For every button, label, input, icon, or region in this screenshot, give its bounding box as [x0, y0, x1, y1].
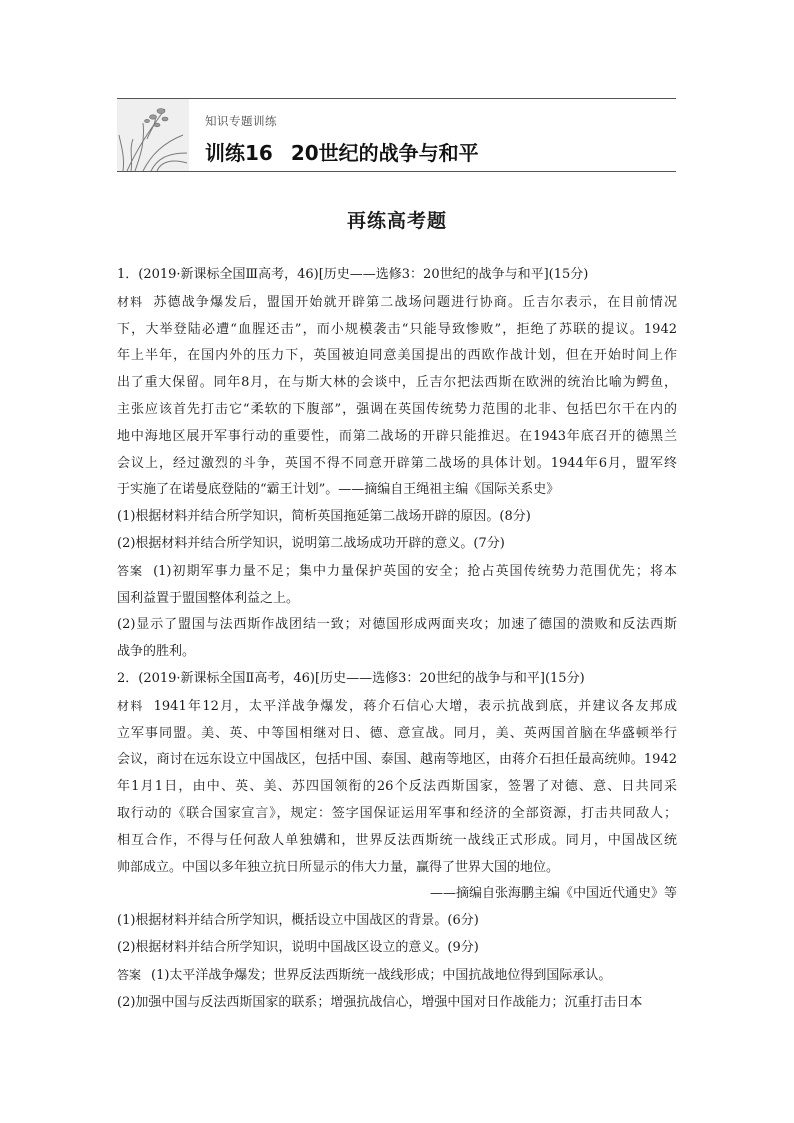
answer-label: 答案: [117, 563, 144, 578]
q1-material-line: 材料 苏德战争爆发后，盟国开始就开辟第二战场问题进行协商。丘吉尔表示，在目前情况: [117, 294, 677, 310]
q2-material-line: 帅部成立。中国以多年独立抗日所显示的伟大力量，赢得了世界大国的地位。: [117, 859, 560, 875]
q2-sub-question: (2)根据材料并结合所学知识，说明中国战区设立的意义。(9分): [117, 939, 479, 955]
q2-material-line: 取行动的《联合国家宣言》，规定：签字国保证运用军事和经济的全部资源，打击共同敌人；: [117, 805, 677, 821]
q1-answer-line: 答案 (1)初期军事力量不足；集中力量保护英国的安全；抢占英国传统势力范围优先；将本: [117, 563, 677, 579]
page-title: [205, 137, 479, 166]
q1-material-line: 于实施了在诺曼底登陆的“霸王计划”。——摘编自王绳祖主编《国际关系史》: [117, 482, 560, 498]
q1-sub-question: (1)根据材料并结合所学知识，简析英国拖延第二战场开辟的原因。(8分): [117, 509, 531, 525]
q1-head: 1．(2019·新课标全国Ⅲ高考，46)[历史——选修3：20世纪的战争与和平](15分): [117, 267, 589, 282]
q2-material-line: 会议，商讨在远东设立中国战区，包括中国、泰国、越南等地区，由蒋介石担任最高统帅。1942: [117, 752, 677, 768]
q1-material-line: 地中海地区展开军事行动的重要性，而第二战场的开辟只能推迟。在1943年底召开的德黑兰: [117, 428, 677, 444]
title-prefix: 训练16: [205, 141, 273, 165]
q1-material-line: 会议上，经过激烈的斗争，英国不得不同意开辟第二战场的具体计划。1944年6月，盟军终: [117, 455, 677, 471]
q2-source: ——摘编自张海鹏主编《中国近代通史》等: [429, 886, 677, 902]
q1-sub-question: (2)根据材料并结合所学知识，说明第二战场成功开辟的意义。(7分): [117, 535, 505, 551]
q1-material-line: 年上半年，在国内外的压力下，英国被迫同意美国提出的西欧作战计划，但在开始时间上作: [117, 348, 677, 364]
question-content: [117, 262, 677, 1016]
q1-material-line: 出了重大保留。同年8月，在与斯大林的会谈中，丘吉尔把法西斯在欧洲的统治比喻为鳄鱼，: [117, 375, 677, 391]
answer-label: 答案: [117, 967, 142, 982]
material-label: 材料: [117, 294, 144, 309]
q2-material-line: 立军事同盟。美、英、中等国相继对日、德、意宣战。同月，美、英两国首脑在华盛顿举行: [117, 725, 677, 741]
orchid-illustration: [117, 99, 189, 171]
q2-material-line: 相互合作，不得与任何敌人单独媾和，世界反法西斯统一战线正式形成。同月，中国战区统: [117, 832, 677, 848]
section-title: 再练高考题: [346, 210, 447, 232]
q1-material-line: 主张应该首先打击它“柔软的下腹部”，强调在英国传统势力范围的北非、包括巴尔干在内的: [117, 401, 677, 417]
q2-head: 2．(2019·新课标全国Ⅱ高考，46)[历史——选修3：20世纪的战争与和平](15分): [117, 670, 585, 686]
q2-material-line: 材料 1941年12月，太平洋战争爆发，蒋介石信心大增，表示抗战到底，并建议各友邦成: [117, 698, 677, 714]
q1-answer-line: 国利益置于盟国整体利益之上。: [117, 590, 300, 606]
q1-material-line: 下，大举登陆必遭“血腥还击”，而小规模袭击“只能导致惨败”，拒绝了苏联的提议。1942: [117, 321, 677, 337]
q2-sub-question: (1)根据材料并结合所学知识，概括设立中国战区的背景。(6分): [117, 913, 479, 929]
q2-answer-line: 答案 (1)太平洋战争爆发；世界反法西斯统一战线形成；中国抗战地位得到国际承认。: [117, 967, 612, 983]
series-label: 知识专题训练: [205, 114, 277, 128]
title-main: 20世纪的战争与和平: [290, 141, 479, 165]
material-label: 材料: [117, 698, 144, 713]
q1-answer-line: (2)显示了盟国与法西斯作战团结一致；对德国形成两面夹攻；加速了德国的溃败和反法西斯: [117, 617, 677, 633]
orchid-icon: [117, 99, 189, 171]
header-banner: [117, 98, 676, 172]
q2-answer-line: (2)加强中国与反法西斯国家的联系；增强抗战信心，增强中国对日作战能力；沉重打击日本: [117, 994, 643, 1010]
q1-answer-line: 战争的胜利。: [117, 644, 196, 660]
q2-material-line: 年1月1日，由中、英、美、苏四国领衔的26个反法西斯国家，签署了对德、意、日共同采: [117, 779, 677, 795]
